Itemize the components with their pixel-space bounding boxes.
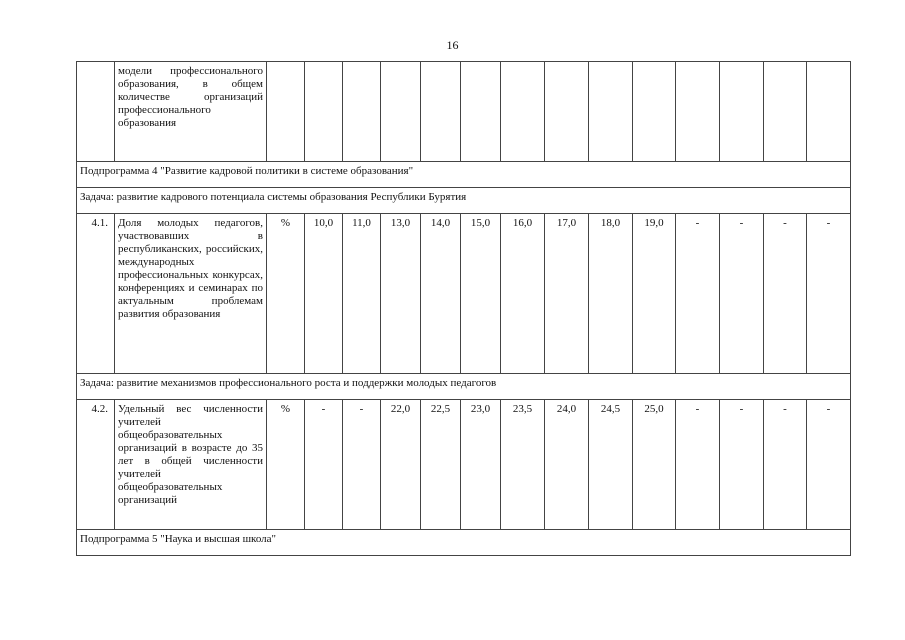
value-cell: [545, 62, 589, 162]
page-number: 16: [446, 38, 459, 52]
value-cell: -: [807, 400, 851, 530]
row-number: 4.2.: [77, 400, 115, 530]
indicator-name: Удельный вес численности учителей общеобразовательных организаций в возрасте до 35 лет в общей численности учителей общеобразовательных организаций: [115, 400, 267, 530]
row-number: 4.1.: [77, 214, 115, 374]
indicators-table: [76, 61, 851, 556]
value-cell: [589, 62, 633, 162]
value-cell: 14,0: [421, 214, 461, 374]
section-row: [77, 162, 851, 188]
value-cell: 10,0: [305, 214, 343, 374]
table-row: [77, 400, 851, 530]
value-cell: -: [676, 214, 720, 374]
value-cell: [501, 62, 545, 162]
value-cell: 19,0: [633, 214, 676, 374]
value-cell: 11,0: [343, 214, 381, 374]
value-cell: -: [305, 400, 343, 530]
indicator-name: модели профессионального образования, в общем количестве организаций профессионального образования: [115, 62, 267, 162]
table-body: [77, 62, 851, 556]
section-title: Подпрограмма 4 "Развитие кадровой политики в системе образования": [77, 162, 851, 188]
value-cell: 25,0: [633, 400, 676, 530]
value-cell: [764, 62, 807, 162]
value-cell: 23,5: [501, 400, 545, 530]
value-cell: -: [764, 214, 807, 374]
value-cell: [720, 62, 764, 162]
value-cell: 17,0: [545, 214, 589, 374]
value-cell: 22,5: [421, 400, 461, 530]
section-row: [77, 530, 851, 556]
section-title: Подпрограмма 5 "Наука и высшая школа": [77, 530, 851, 556]
value-cell: 15,0: [461, 214, 501, 374]
value-cell: [343, 62, 381, 162]
value-cell: -: [676, 400, 720, 530]
value-cell: 13,0: [381, 214, 421, 374]
value-cell: [305, 62, 343, 162]
section-row: [77, 188, 851, 214]
value-cell: -: [807, 214, 851, 374]
value-cell: -: [720, 400, 764, 530]
value-cell: -: [764, 400, 807, 530]
value-cell: -: [343, 400, 381, 530]
row-number: [77, 62, 115, 162]
table-row: [77, 214, 851, 374]
value-cell: [633, 62, 676, 162]
unit-cell: %: [267, 400, 305, 530]
value-cell: 23,0: [461, 400, 501, 530]
section-title: Задача: развитие кадрового потенциала системы образования Республики Бурятия: [77, 188, 851, 214]
value-cell: [461, 62, 501, 162]
table-row: [77, 62, 851, 162]
value-cell: [807, 62, 851, 162]
value-cell: [421, 62, 461, 162]
value-cell: 22,0: [381, 400, 421, 530]
value-cell: 18,0: [589, 214, 633, 374]
value-cell: -: [720, 214, 764, 374]
indicator-name: Доля молодых педагогов, участвовавших в республиканских, российских, международных профессиональных конкурсах, конференциях и семинарах по актуальным проблемам развития образования: [115, 214, 267, 374]
unit-cell: [267, 62, 305, 162]
value-cell: 24,5: [589, 400, 633, 530]
section-title: Задача: развитие механизмов профессионального роста и поддержки молодых педагогов: [77, 374, 851, 400]
value-cell: 16,0: [501, 214, 545, 374]
value-cell: [381, 62, 421, 162]
section-row: [77, 374, 851, 400]
value-cell: [676, 62, 720, 162]
unit-cell: %: [267, 214, 305, 374]
value-cell: 24,0: [545, 400, 589, 530]
